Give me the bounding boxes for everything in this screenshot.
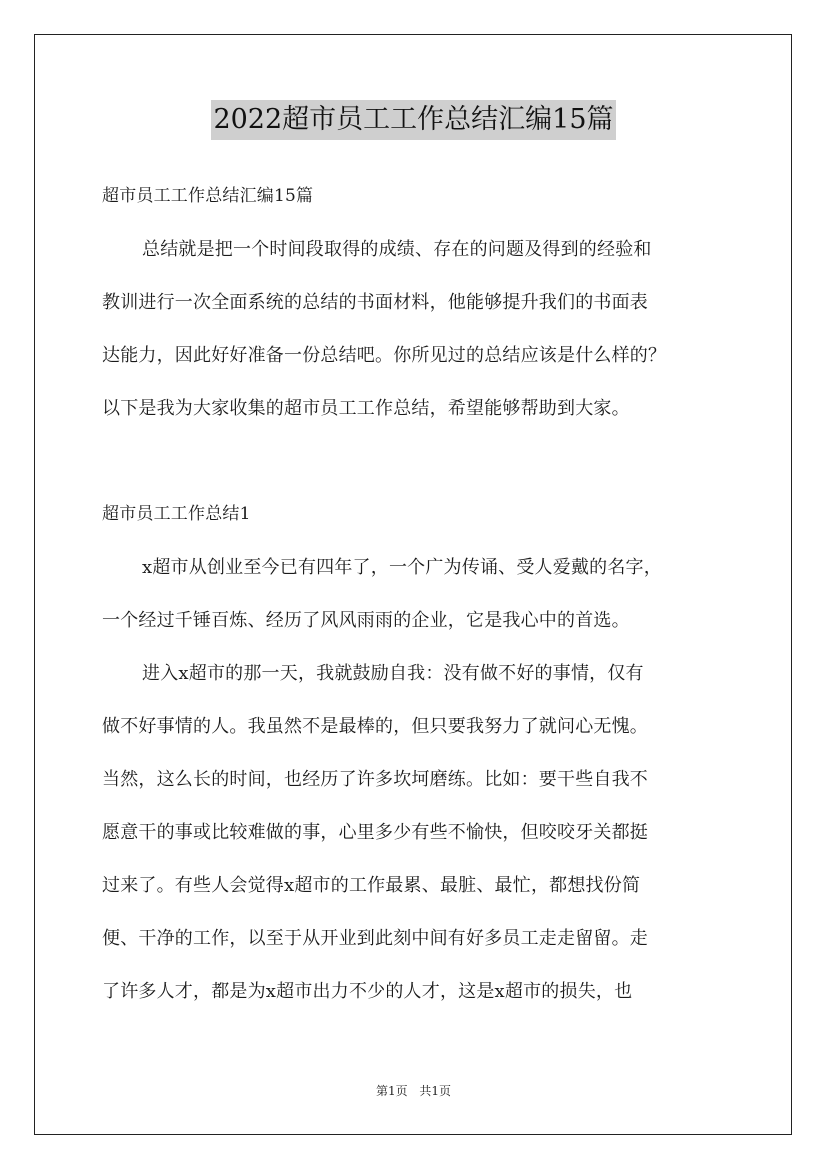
text-line: 做不好事情的人。我虽然不是最棒的，但只要我努力了就问心无愧。 <box>102 716 648 737</box>
title-container <box>0 100 827 140</box>
page-footer <box>0 1082 827 1099</box>
text-line: 以下是我为大家收集的超市员工工作总结，希望能够帮助到大家。 <box>102 398 630 419</box>
section-heading: 超市员工工作总结1 <box>102 504 251 524</box>
text-line: 一个经过千锤百炼、经历了风风雨雨的企业，它是我心中的首选。 <box>102 610 630 631</box>
text-line: 了许多人才，都是为x超市出力不少的人才，这是x超市的损失，也 <box>102 981 633 1002</box>
text-line: 教训进行一次全面系统的总结的书面材料，他能够提升我们的书面表 <box>102 292 648 313</box>
document-title: 2022超市员工工作总结汇编15篇 <box>211 100 615 140</box>
text-line: 达能力，因此好好准备一份总结吧。你所见过的总结应该是什么样的？ <box>102 345 667 366</box>
text-line: 过来了。有些人会觉得x超市的工作最累、最脏、最忙，都想找份简 <box>102 875 641 896</box>
page-total: 共1页 <box>419 1084 452 1098</box>
text-line: 愿意干的事或比较难做的事，心里多少有些不愉快，但咬咬牙关都挺 <box>102 822 648 843</box>
paragraph-gap <box>102 435 742 488</box>
page-number: 第1页 <box>375 1084 408 1098</box>
text-line: 便、干净的工作，以至于从开业到此刻中间有好多员工走走留留。走 <box>102 928 648 949</box>
document-body <box>102 170 742 1018</box>
text-line: 当然，这么长的时间，也经历了许多坎坷磨练。比如：要干些自我不 <box>102 769 648 790</box>
text-line: 总结就是把一个时间段取得的成绩、存在的问题及得到的经验和 <box>142 239 652 260</box>
text-line: x超市从创业至今已有四年了，一个广为传诵、受人爱戴的名字， <box>142 557 662 578</box>
section-heading: 超市员工工作总结汇编15篇 <box>102 186 314 206</box>
text-line: 进入x超市的那一天，我就鼓励自我：没有做不好的事情，仅有 <box>142 663 644 684</box>
